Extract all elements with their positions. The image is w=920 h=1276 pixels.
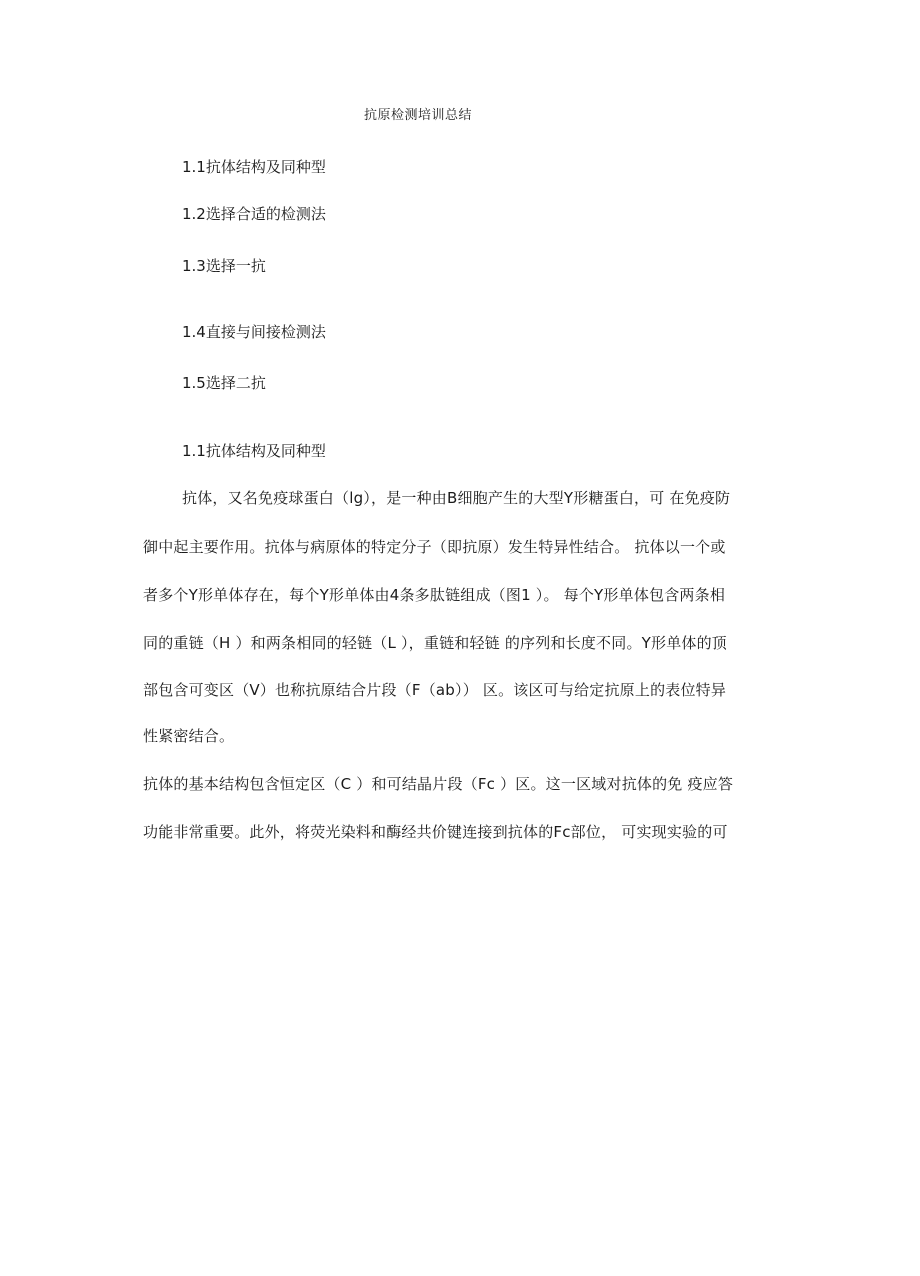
toc-item: 1.4直接与间接检测法	[182, 323, 326, 341]
paragraph-line: 抗体的基本结构包含恒定区（C ）和可结晶片段（Fc ）区。这一区域对抗体的免 疫应答	[143, 775, 734, 793]
paragraph-line: 同的重链（H ）和两条相同的轻链（L ），重链和轻链 的序列和长度不同。Y形单体的顶	[143, 634, 728, 652]
paragraph-line: 御中起主要作用。抗体与病原体的特定分子（即抗原）发生特异性结合。 抗体以一个或	[143, 538, 726, 556]
toc-item: 1.5选择二抗	[182, 374, 266, 392]
paragraph-line: 抗体，又名免疫球蛋白（lg），是一种由B细胞产生的大型Y形糖蛋白，可 在免疫防	[182, 489, 731, 507]
toc-item: 1.2选择合适的检测法	[182, 205, 326, 223]
paragraph-line: 者多个Y形单体存在，每个Y形单体由4条多肽链组成（图1 ）。 每个Y形单体包含两条相	[143, 586, 726, 604]
toc-item: 1.3选择一抗	[182, 257, 266, 275]
paragraph-line: 部包含可变区（V）也称抗原结合片段（F（ab）） 区。该区可与给定抗原上的表位特异	[143, 681, 727, 699]
toc-item: 1.1抗体结构及同种型	[182, 158, 326, 176]
paragraph-line: 功能非常重要。此外，将荧光染料和酶经共价键连接到抗体的Fc部位， 可实现实验的可	[143, 823, 728, 841]
section-heading: 1.1抗体结构及同种型	[182, 442, 326, 460]
paragraph-line: 性紧密结合。	[143, 727, 235, 745]
document-title: 抗原检测培训总结	[363, 108, 472, 123]
